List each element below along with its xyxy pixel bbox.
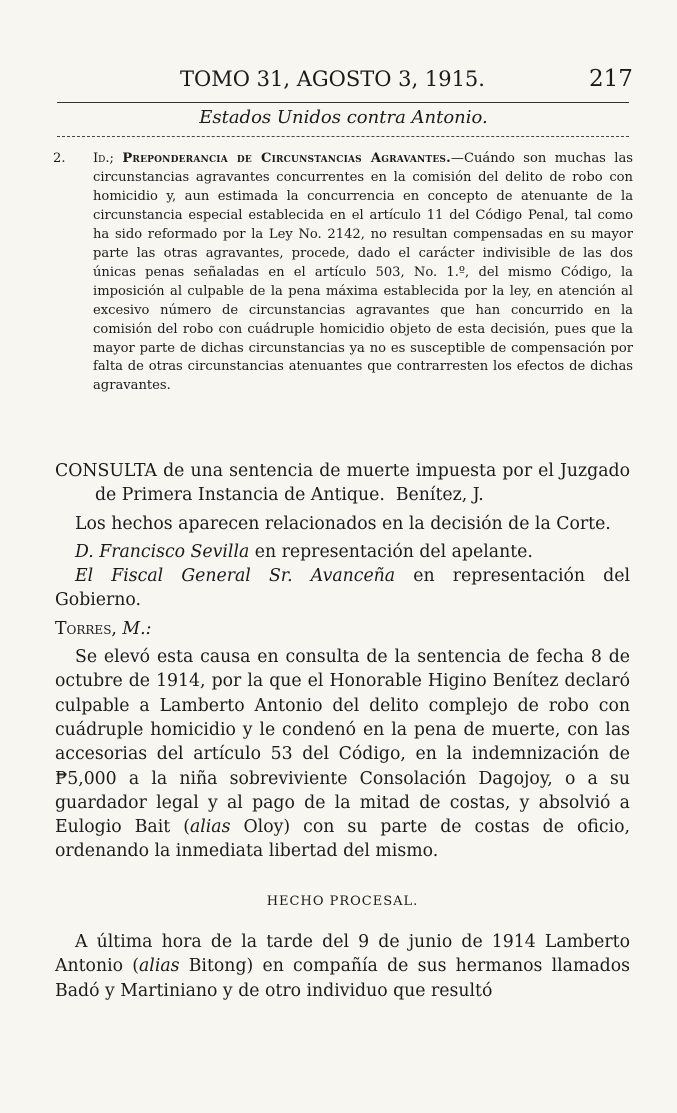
consulta-word: CONSULTA bbox=[55, 461, 158, 481]
page-header bbox=[0, 64, 677, 98]
opinion-p2-text-b: Bitong) en compañía de sus hermanos llamados Badó y Martiniano y de otro individuo que resultó bbox=[55, 956, 630, 1001]
syllabus-body bbox=[93, 150, 633, 396]
author-name: Torres, bbox=[55, 618, 117, 639]
opinion-p1-text-a: Se elevó esta causa en consulta de la sentencia de fecha 8 de octubre de 1914, por la que el Honorable Higino Benítez declaró culpable a Lamberto Antonio del delito complejo de robo con cuádruple homicidio y le condenó en la pena de muerte, con las accesorias del artículo 53 del Código, en la indemnización de ₱5,000 a la niña sobreviviente Consolación Dagojoy, o a su guardador legal y al pago de la mitad de costas, y absolvió a Eulogio Bait ( bbox=[55, 647, 630, 838]
syllabus-text: —Cuándo son muchas las circunstancias agravantes concurrentes en la comisión del delito de robo con homicidio y, aun estimada la concurrencia en concepto de atenuante de la circunstancia especial establecida en el artículo 11 del Código Penal, tal como ha sido reformado por la Ley No. 2142, no resultan compensadas en su mayor parte las otras agravantes, procede, dado el carácter indivisible de las dos únicas penas señaladas en el artículo 503, No. 1.º, del mismo Código, la imposición al culpable de la pena máxima establecida por la ley, en atención al excesivo número de circunstancias agravantes que han concurrido en la comisión del robo con cuádruple homicidio objeto de esta decisión, pues que la mayor parte de dichas circunstancias ya no es susceptible de compensación por falta de otras circunstancias atenuantes que contrarresten los efectos de dichas agravantes. bbox=[93, 151, 633, 394]
appellant-name: D. Francisco Sevilla bbox=[75, 541, 250, 562]
opinion-paragraph-2 bbox=[55, 930, 630, 1003]
syllabus-id: Id.; bbox=[93, 151, 114, 166]
appellant-role: en representación del apelante. bbox=[254, 541, 533, 562]
consulta-text: de una sentencia de muerte impuesta por el Juzgado de Primera Instancia de Antique. bbox=[95, 461, 630, 506]
syllabus bbox=[53, 150, 633, 396]
author-line bbox=[55, 617, 630, 641]
running-title: Estados Unidos contra Antonio. bbox=[199, 107, 488, 128]
alias-word: alias bbox=[138, 956, 180, 977]
government-name: El Fiscal General Sr. Avanceña bbox=[75, 566, 396, 587]
section-heading: HECHO PROCESAL. bbox=[266, 893, 419, 909]
alias-word: alias bbox=[189, 817, 231, 838]
judge-name: Benítez, J. bbox=[395, 485, 484, 506]
opinion-paragraph-1 bbox=[55, 645, 630, 864]
author-title: M.: bbox=[122, 618, 152, 639]
opinion-p1-text-b: Oloy) con su parte de costas de oficio, ordenando la inmediata libertad del mismo. bbox=[55, 817, 630, 862]
opinion-body bbox=[55, 459, 630, 1003]
page-number: 217 bbox=[589, 66, 633, 92]
header-rule bbox=[57, 102, 629, 103]
consulta-paragraph bbox=[55, 459, 630, 508]
government-counsel bbox=[55, 564, 630, 613]
facts-paragraph: Los hechos aparecen relacionados en la decisión de la Corte. bbox=[75, 513, 611, 534]
volume-date-title: TOMO 31, AGOSTO 3, 1915. bbox=[180, 67, 485, 91]
opinion-p2-text-a: A última hora de la tarde del 9 de junio de 1914 Lamberto Antonio ( bbox=[55, 932, 630, 977]
syllabus-number: 2. bbox=[53, 151, 66, 166]
appellant-counsel bbox=[55, 540, 630, 564]
syllabus-heading: Preponderancia de Circunstancias Agravantes. bbox=[122, 151, 451, 166]
government-role: en representación del Gobierno. bbox=[55, 566, 630, 611]
syllabus-rule bbox=[57, 136, 629, 137]
